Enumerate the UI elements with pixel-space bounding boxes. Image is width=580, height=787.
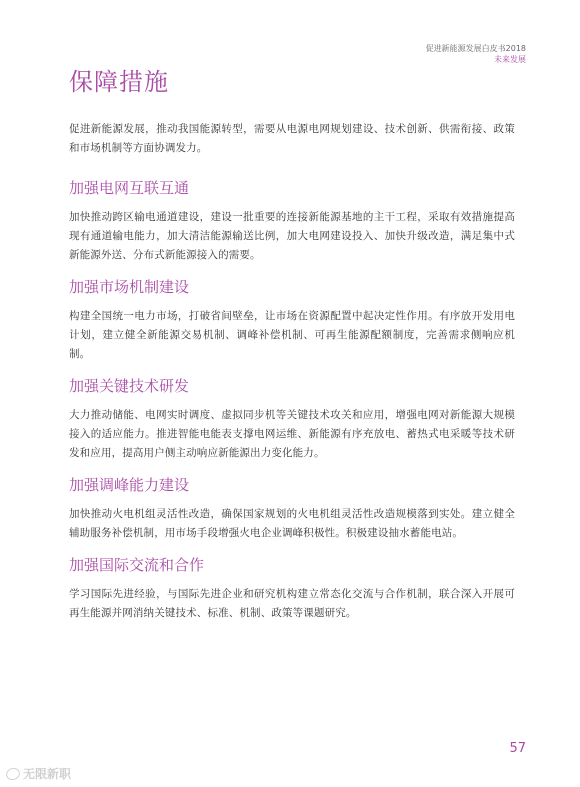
section-heading-tech: 加强关键技术研发	[69, 377, 190, 395]
header-section: 未来发展	[494, 55, 526, 64]
section-heading-international: 加强国际交流和合作	[69, 556, 205, 574]
header-doc-title: 促进新能源发展白皮书2018	[425, 44, 526, 53]
watermark-logo-icon	[4, 765, 21, 781]
watermark	[6, 765, 71, 782]
page-number: 57	[509, 741, 526, 756]
intro-paragraph: 促进新能源发展，推动我国能源转型，需要从电源电网规划建设、技术创新、供需衔接、政策和市场机制等方面协调发力。	[69, 123, 515, 154]
watermark-text: 无限新职	[23, 767, 72, 781]
section-body-peak: 加快推动火电机组灵活性改造，确保国家规划的火电机组灵活性改造规模落到实处。建立健全辅助服务补偿机制，用市场手段增强火电企业调峰积极性。积极建设抽水蓄能电站。	[69, 508, 515, 539]
section-heading-grid: 加强电网互联互通	[69, 179, 190, 197]
section-body-international: 学习国际先进经验，与国际先进企业和研究机构建立常态化交流与合作机制，联合深入开展可再生能源并网消纳关键技术、标准、机制、政策等课题研究。	[69, 588, 515, 619]
page-content	[69, 120, 515, 623]
section-heading-market: 加强市场机制建设	[69, 278, 190, 296]
section-heading-peak: 加强调峰能力建设	[69, 476, 190, 494]
section-body-grid: 加快推动跨区输电通道建设，建设一批重要的连接新能源基地的主干工程，采取有效措施提高现有通道输电能力，加大清洁能源输送比例，加大电网建设投入、加快升级改造，满足集中式新能源外送、分布式新能源接入的需要。	[69, 211, 515, 261]
page-title: 保障措施	[69, 68, 169, 96]
section-body-tech: 大力推动储能、电网实时调度、虚拟同步机等关键技术攻关和应用，增强电网对新能源大规模接入的适应能力。推进智能电能表支撑电网运维、新能源有序充放电、蓄热式电采暖等技术研发和应用，提高用户侧主动响应新能源出力变化能力。	[69, 409, 515, 459]
section-body-market: 构建全国统一电力市场，打破省间壁垒，让市场在资源配置中起决定性作用。有序放开发用电计划，建立健全新能源交易机制、调峰补偿机制、可再生能源配额制度，完善需求侧响应机制。	[69, 310, 515, 360]
